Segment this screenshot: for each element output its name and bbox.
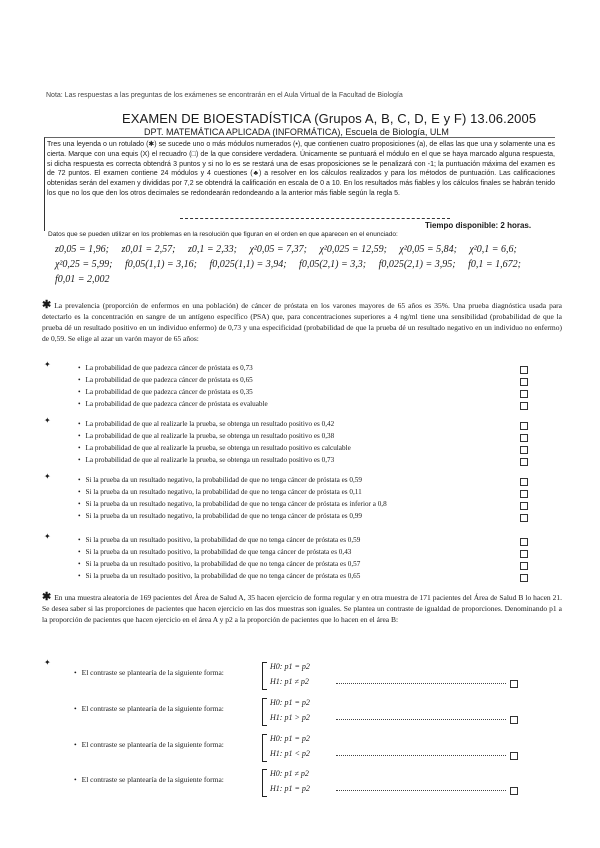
option-item: • La probabilidad de que al realizarle la prueba, se obtenga un resultado positivo es 0,73 — [78, 456, 518, 464]
answer-checkbox[interactable] — [520, 422, 528, 430]
option-item: • La probabilidad de que padezca cáncer de próstata es 0,35 — [78, 388, 518, 396]
diamond-icon: ✦ — [44, 416, 51, 425]
option-item: • Si la prueba da un resultado positivo, la probabilidad de que tenga cáncer de próstata es 0,43 — [78, 548, 518, 556]
answer-checkbox[interactable] — [520, 574, 528, 582]
null-hypothesis: H0: p1 ≠ p2 — [270, 769, 309, 778]
option-item: • La probabilidad de que al realizarle la prueba, se obtenga un resultado positivo es 0,42 — [78, 420, 518, 428]
stat-value: f0,025(2,1) = 3,95; — [378, 259, 456, 270]
answer-checkbox[interactable] — [510, 716, 518, 724]
stat-value: χ²0,05 = 7,37; — [249, 244, 307, 255]
stat-value: χ²0,1 = 6,6; — [469, 244, 517, 255]
option-item: • La probabilidad de que padezca cáncer de próstata es evaluable — [78, 400, 518, 408]
null-hypothesis: H0: p1 = p2 — [270, 698, 310, 707]
stat-value: χ²0,025 = 12,59; — [319, 244, 387, 255]
stat-value: χ²0,25 = 5,99; — [55, 259, 113, 270]
alt-hypothesis: H1: p1 ≠ p2 — [270, 677, 309, 686]
exam-title: EXAMEN DE BIOESTADÍSTICA (Grupos A, B, C, D, E y F) 13.06.2005 — [122, 111, 537, 126]
option-item: • La probabilidad de que padezca cáncer de próstata es 0,65 — [78, 376, 518, 384]
option-item: • La probabilidad de que padezca cáncer de próstata es 0,73 — [78, 364, 518, 372]
exam-subtitle: DPT. MATEMÁTICA APLICADA (INFORMÁTICA), Escuela de Biología, ULM — [144, 127, 449, 137]
stat-value: f0,025(1,1) = 3,94; — [209, 259, 287, 270]
hypothesis-label: • El contraste se plantearía de la siguiente forma: — [74, 704, 224, 713]
option-item: • La probabilidad de que al realizarle la prueba, se obtenga un resultado positivo es 0,38 — [78, 432, 518, 440]
answer-checkbox[interactable] — [520, 538, 528, 546]
asterisk-icon: ✱ — [42, 299, 52, 311]
alt-hypothesis: H1: p1 > p2 — [270, 713, 310, 722]
answer-checkbox[interactable] — [510, 680, 518, 688]
answer-checkbox[interactable] — [520, 366, 528, 374]
answer-checkbox[interactable] — [520, 550, 528, 558]
answer-checkbox[interactable] — [520, 402, 528, 410]
option-item: • Si la prueba da un resultado negativo, la probabilidad de que no tenga cáncer de próstata es 0,11 — [78, 488, 518, 496]
brace — [262, 698, 267, 726]
stat-value: f0,05(2,1) = 3,3; — [299, 259, 367, 270]
separator-line — [180, 218, 450, 219]
answer-checkbox[interactable] — [520, 478, 528, 486]
answer-checkbox[interactable] — [520, 378, 528, 386]
answer-checkbox[interactable] — [510, 787, 518, 795]
diamond-icon: ✦ — [44, 360, 51, 369]
hypothesis-label: • El contraste se plantearía de la siguiente forma: — [74, 775, 224, 784]
option-item: • La probabilidad de que al realizarle la prueba, se obtenga un resultado positivo es calculable — [78, 444, 518, 452]
stat-value: f0,1 = 1,672; — [468, 259, 521, 270]
answer-checkbox[interactable] — [520, 514, 528, 522]
stat-value: χ²0,05 = 5,84; — [399, 244, 457, 255]
answer-checkbox[interactable] — [520, 446, 528, 454]
option-item: • Si la prueba da un resultado negativo, la probabilidad de que no tenga cáncer de próstata es 0,59 — [78, 476, 518, 484]
answer-checkbox[interactable] — [520, 502, 528, 510]
option-item: • Si la prueba da un resultado positivo, la probabilidad de que no tenga cáncer de próstata es 0,57 — [78, 560, 518, 568]
null-hypothesis: H0: p1 = p2 — [270, 734, 310, 743]
answer-checkbox[interactable] — [510, 752, 518, 760]
alt-hypothesis: H1: p1 < p2 — [270, 749, 310, 758]
hypothesis-label: • El contraste se plantearía de la siguiente forma: — [74, 740, 224, 749]
brace — [262, 734, 267, 762]
diamond-icon: ✦ — [44, 658, 51, 667]
answer-dots — [336, 755, 506, 756]
option-item: • Si la prueba da un resultado positivo, la probabilidad de que no tenga cáncer de próstata es 0,65 — [78, 572, 518, 580]
answer-dots — [336, 790, 506, 791]
alt-hypothesis: H1: p1 = p2 — [270, 784, 310, 793]
answer-checkbox[interactable] — [520, 434, 528, 442]
option-item: • Si la prueba da un resultado negativo, la probabilidad de que no tenga cáncer de próstata es inferior a 0,8 — [78, 500, 518, 508]
problem-2-text: En una muestra aleatoria de 169 pacientes del Área de Salud A, 35 hacen ejercicio de forma regular y en otra muestra de 171 pacientes del Área de Salud B lo hacen 21. Se desea saber si las proporciones de pacientes que hacen ejercicio en las dos muestras son iguales. Se plantea un contraste de igualdad de proporciones. Denominando p1 a la proporción de pacientes que hacen ejercicio en el área A y p2 a la proporción de pacientes que lo hacen en el área B: — [42, 593, 562, 624]
stat-value: z0,1 = 2,33; — [187, 244, 237, 255]
option-item: • Si la prueba da un resultado negativo, la probabilidad de que no tenga cáncer de próstata es 0,99 — [78, 512, 518, 520]
answer-dots — [336, 719, 506, 720]
diamond-icon: ✦ — [44, 532, 51, 541]
stat-value: f0,05(1,1) = 3,16; — [124, 259, 198, 270]
diamond-icon: ✦ — [44, 472, 51, 481]
problem-1-text: La prevalencia (proporción de enfermos en una población) de cáncer de próstata en los varones mayores de 65 años es 35%. Una prueba diagnóstica usada para detectarlo es la concentración en sangre de un antígeno específico (PSA) que, para concentraciones superiores a 4 ng/ml tiene una sensibilidad (probabilidad de que la prueba dé un resultado positivo en un individuo enfermo) de 0,73 y una especificidad (probabilidad de que la prueba dé un resultado negativo en un individuo no enfermo) de 0,59. Se elige al azar un varón mayor de 65 años: — [42, 301, 562, 343]
stat-value: f0,01 = 2,002 — [55, 274, 110, 285]
brace — [262, 769, 267, 797]
asterisk-icon: ✱ — [42, 591, 52, 603]
problem-2-statement — [42, 592, 562, 625]
stat-value: z0,05 = 1,96; — [55, 244, 109, 255]
answer-checkbox[interactable] — [520, 390, 528, 398]
footer-note: Nota: Las respuestas a las preguntas de los exámenes se encontrarán en el Aula Virtual de la Facultad de Biología — [46, 92, 403, 99]
option-item: • Si la prueba da un resultado positivo, la probabilidad de que no tenga cáncer de próstata es 0,59 — [78, 536, 518, 544]
answer-checkbox[interactable] — [520, 490, 528, 498]
brace — [262, 662, 267, 690]
stat-values — [55, 242, 575, 287]
answer-checkbox[interactable] — [520, 458, 528, 466]
hypothesis-label: • El contraste se plantearía de la siguiente forma: — [74, 668, 224, 677]
answer-checkbox[interactable] — [520, 562, 528, 570]
problem-1-statement — [42, 300, 562, 344]
answer-dots — [336, 683, 506, 684]
time-available: Tiempo disponible: 2 horas. — [425, 221, 532, 230]
stat-value: z0,01 = 2,57; — [121, 244, 176, 255]
null-hypothesis: H0: p1 = p2 — [270, 662, 310, 671]
instructions-text: Tres una leyenda o un rotulado (✱) se sucede uno o más módulos numerados (•), que contienen cuatro proposiciones (a), de ellas las que una y solamente una es cierta. Marque con una equis (X) el recuadro (□) de la que considere verdadera. Únicamente se puntuará el módulo en el que se haya marcado alguna respuesta, si dicha respuesta es correcta obtendrá 3 puntos y si no lo es se restará una de esas proposiciones se le penalizará con -1; la puntuación máxima del examen es de 72 puntos. El examen contiene 24 módulos y 4 cuestiones (♣) a resolver en los cálculos realizados y para los métodos de puntuación. Las calificaciones obtenidas serán del examen y divididas por 7,2 se obtendrá la calificación en escala de 0 a 10. En los resultados más fiables y los cálculos finales se habrán tenido los que no los que den los otros decimales se redondearán redondeando a la anterior más fiable según la regla 5. — [47, 141, 555, 197]
data-intro: Datos que se pueden utilizar en los problemas en la resolución que figuran en el orden en que aparecen en el enunciado: — [48, 231, 398, 238]
